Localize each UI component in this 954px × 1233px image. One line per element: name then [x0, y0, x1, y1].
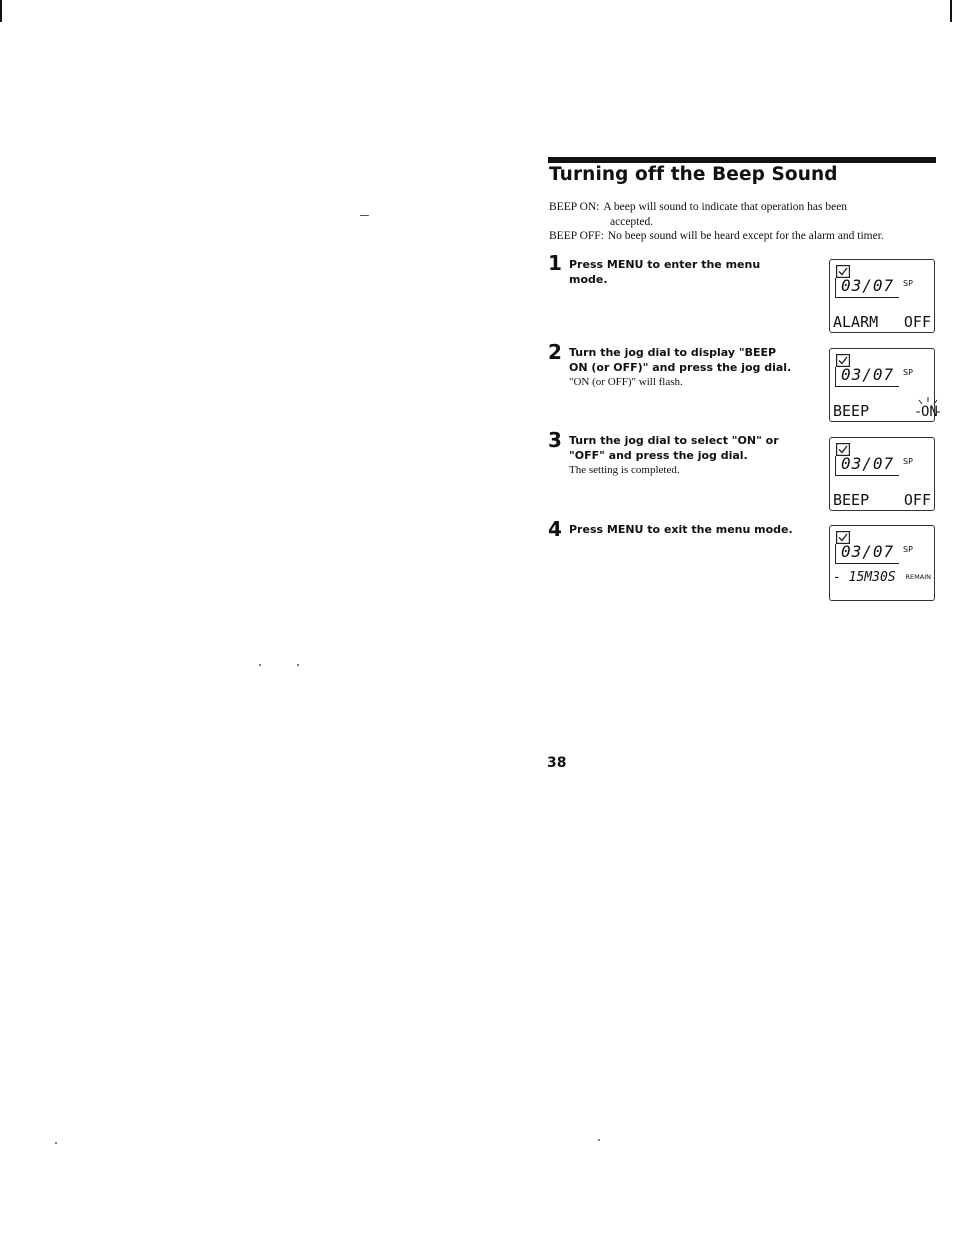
lcd-label: BEEP — [833, 491, 870, 509]
track-readout: 03/07 — [841, 542, 895, 561]
mode-indicator: SP — [903, 279, 913, 288]
lcd-display-remain — [829, 525, 935, 601]
remain-indicator: REMAIN — [905, 573, 931, 581]
step-1 — [548, 253, 798, 287]
lcd-display-beep-on — [829, 348, 938, 422]
lcd-label: BEEP — [833, 402, 870, 420]
definition-text: A beep will sound to indicate that operation has been — [603, 201, 848, 213]
step-note: "ON (or OFF)" will flash. — [569, 376, 683, 388]
definition-term: BEEP ON: — [549, 201, 600, 213]
step-number: 2 — [548, 340, 562, 364]
section-rule — [548, 157, 936, 163]
step-number: 1 — [548, 251, 562, 275]
definition-term: BEEP OFF: — [549, 230, 604, 242]
scan-speck — [259, 664, 261, 666]
mode-indicator: SP — [903, 457, 913, 466]
scan-speck — [55, 1142, 57, 1144]
lcd-value: OFF — [903, 313, 931, 331]
section-title: Turning off the Beep Sound — [549, 164, 838, 185]
mode-indicator: SP — [903, 545, 913, 554]
crop-mark-left — [0, 0, 2, 22]
definition-continuation: accepted. — [610, 215, 654, 228]
step-instruction: Turn the jog dial to select "ON" or "OFF" and press the jog dial. — [569, 434, 779, 462]
crop-mark-right — [950, 0, 952, 22]
mode-indicator: SP — [903, 368, 913, 377]
step-instruction: Press MENU to enter the menu mode. — [569, 258, 761, 286]
track-readout: 03/07 — [841, 365, 895, 384]
page-number: 38 — [547, 755, 567, 771]
remaining-time: - 15M30S — [833, 570, 896, 585]
scan-speck — [598, 1139, 600, 1141]
lcd-value: ON — [921, 404, 938, 420]
step-instruction: Press MENU to exit the menu mode. — [569, 523, 793, 536]
definition-text: No beep sound will be heard except for the alarm and timer. — [607, 230, 884, 242]
scan-speck — [360, 215, 369, 216]
definition-beep-on — [549, 200, 939, 215]
definition-beep-off — [549, 229, 939, 244]
step-body — [569, 519, 798, 537]
track-readout: 03/07 — [841, 454, 895, 473]
definition-list — [549, 200, 939, 244]
step-4 — [548, 517, 798, 541]
lcd-label: ALARM — [833, 313, 879, 331]
step-number: 4 — [548, 517, 562, 541]
track-readout: 03/07 — [841, 276, 895, 295]
step-body — [569, 342, 798, 389]
scan-speck — [297, 664, 299, 666]
step-2 — [548, 342, 798, 389]
step-number: 3 — [548, 428, 562, 452]
lcd-display-beep-off — [829, 437, 935, 511]
step-body — [569, 253, 798, 287]
step-3 — [548, 430, 798, 477]
step-instruction: Turn the jog dial to display "BEEP ON (or OFF)" and press the jog dial. — [569, 346, 792, 374]
lcd-value: OFF — [903, 491, 931, 509]
step-body — [569, 430, 798, 477]
flashing-value — [916, 397, 940, 421]
step-note: The setting is completed. — [569, 464, 680, 476]
lcd-display-alarm — [829, 259, 935, 333]
